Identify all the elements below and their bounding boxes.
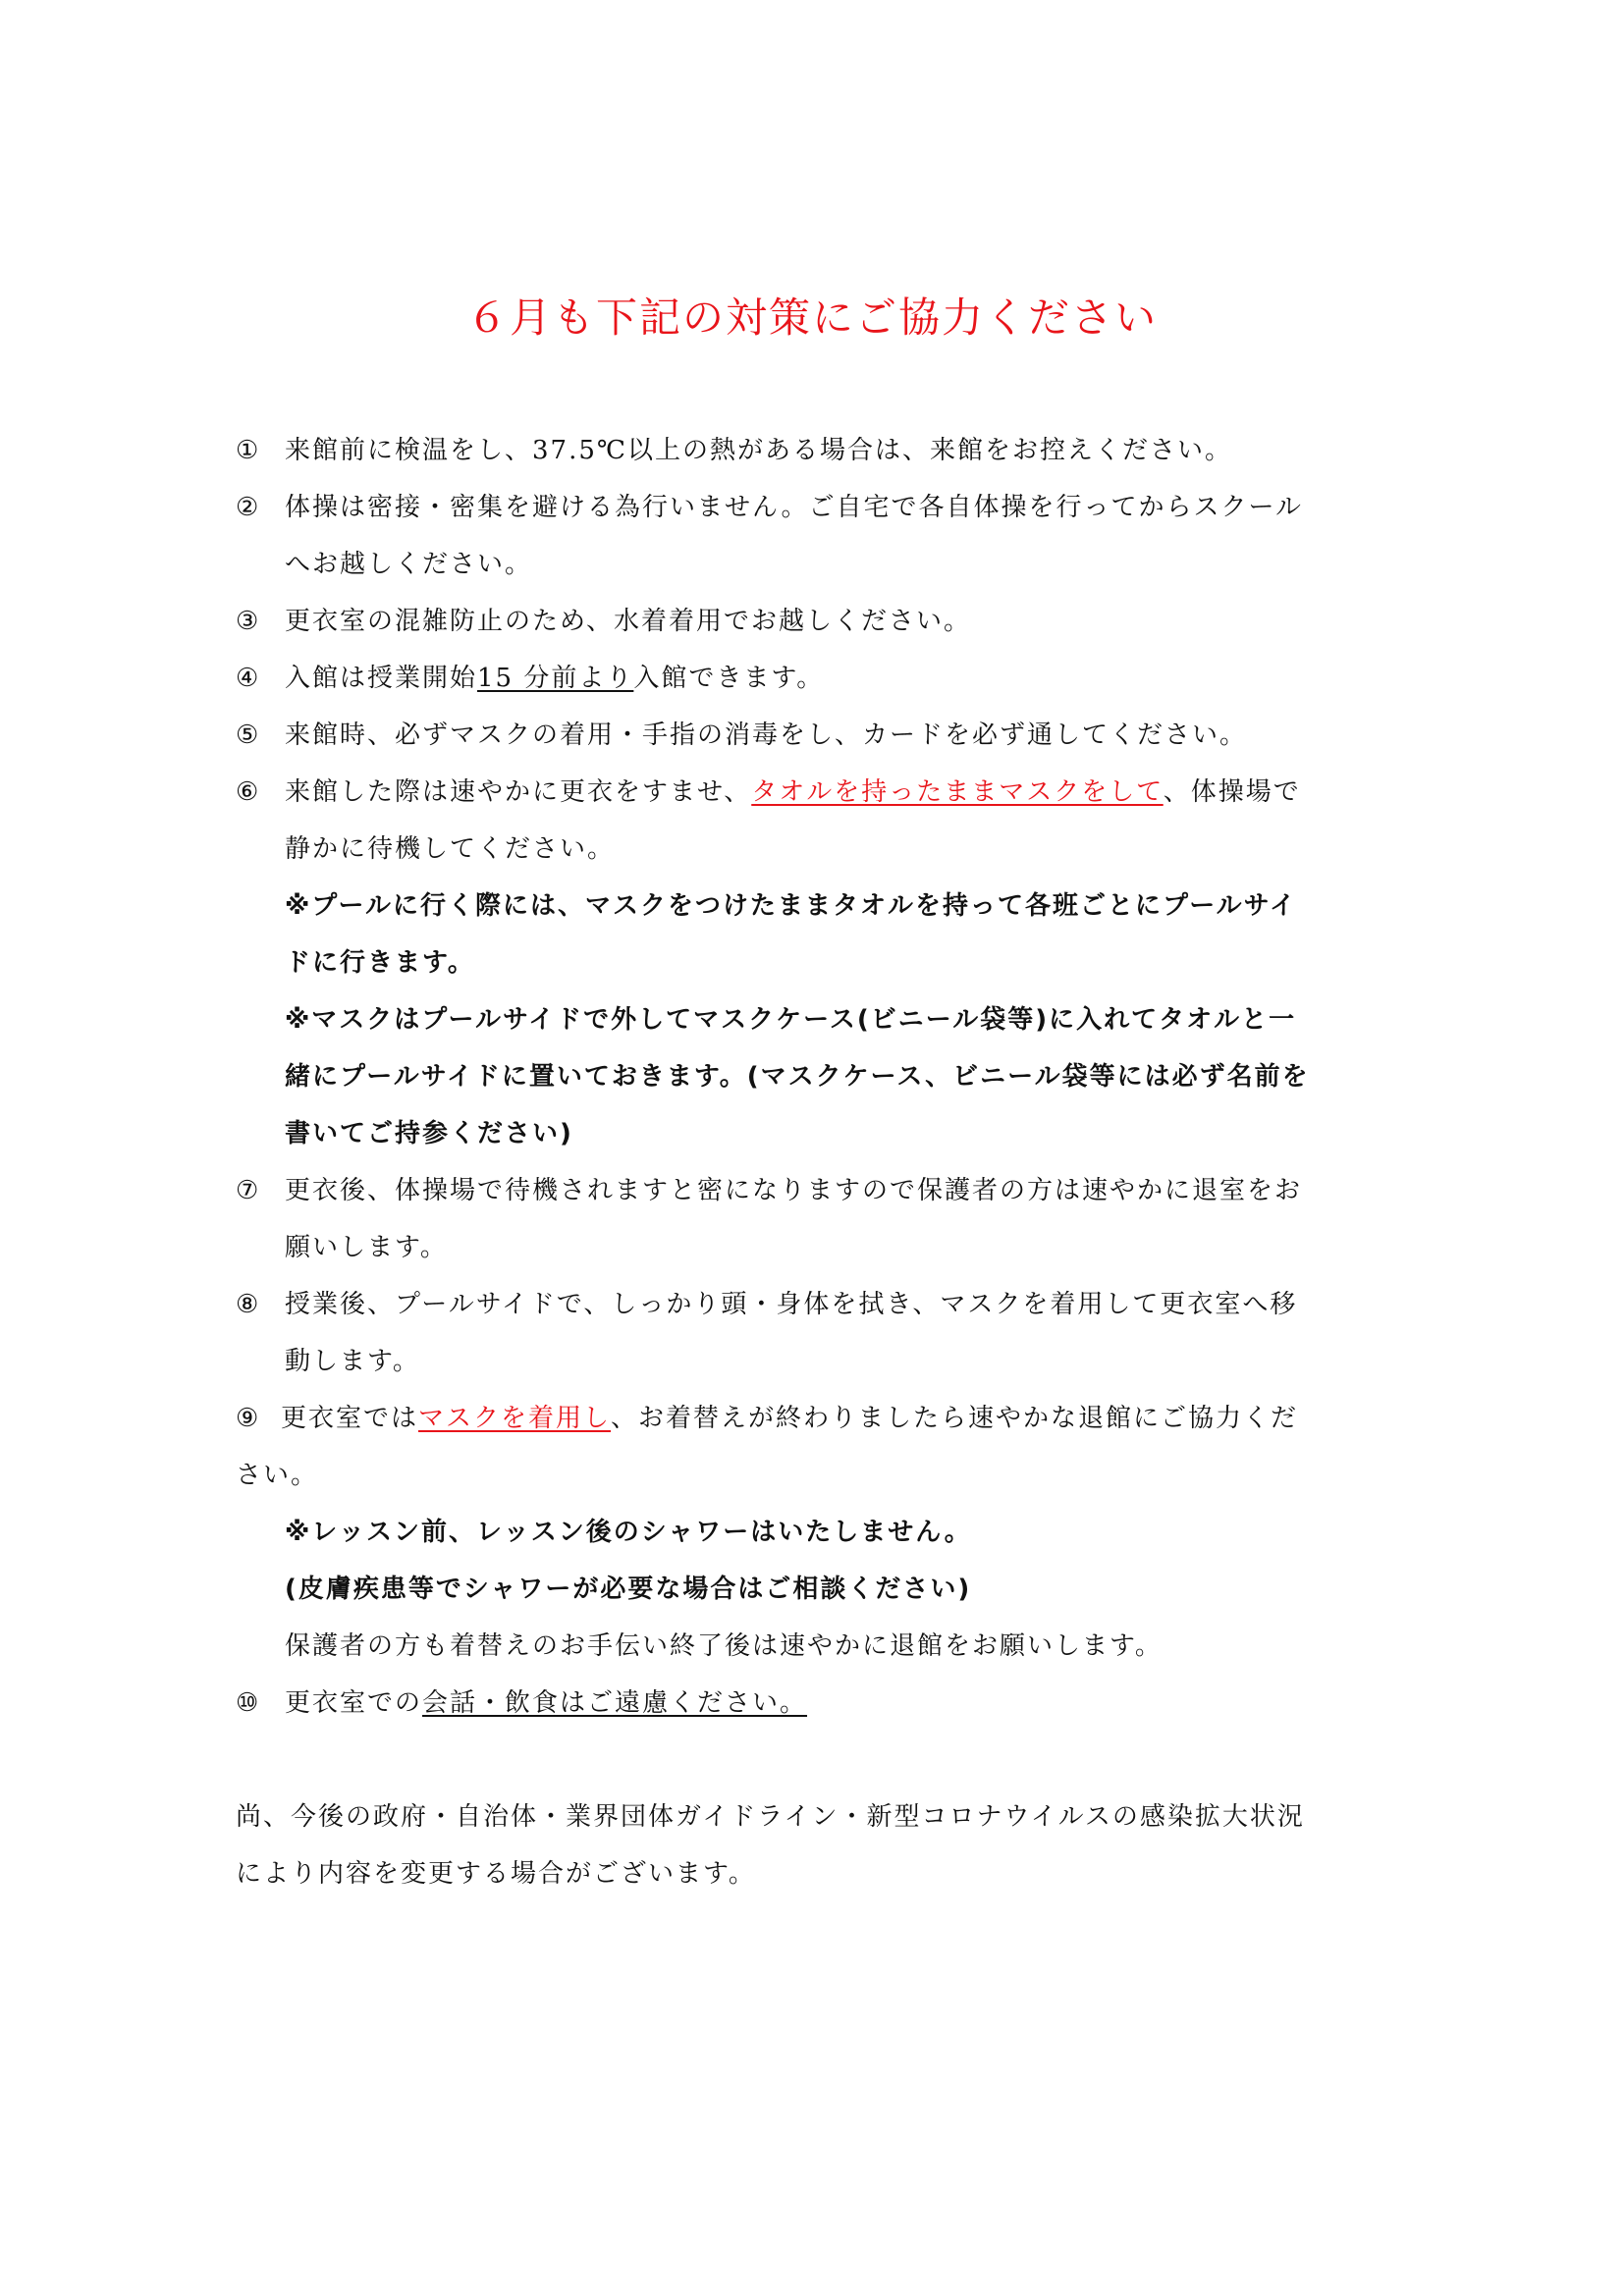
item-number: ③ (236, 607, 261, 636)
list-item-6 (236, 764, 1404, 821)
item-text: 来館前に検温をし、37.5℃以上の熱がある場合は、来館をお控えください。 (285, 436, 1232, 465)
item-text-line2: 動します。 (285, 1347, 420, 1376)
item-text-post: 、お着替えが終わりましたら速やかな退館にご協力くだ (611, 1404, 1299, 1433)
item-number: ⑩ (236, 1688, 261, 1718)
bold-note: ドに行きます。 (285, 948, 475, 978)
red-underlined-text: マスクを着用し (418, 1404, 612, 1433)
item-text-line2: さい。 (236, 1461, 319, 1490)
item-text-line1: 更衣後、体操場で待機されますと密になりますので保護者の方は速やかに退室をお (285, 1176, 1303, 1205)
bold-note: ※プールに行く際には、マスクをつけたままタオルを持って各班ごとにプールサイ (285, 891, 1297, 921)
item-extra-text: 保護者の方も着替えのお手伝い終了後は速やかに退館をお願いします。 (285, 1631, 1163, 1661)
underlined-text: 15 分前より (477, 664, 634, 693)
item-text-pre: 来館した際は速やかに更衣をすませ、 (285, 777, 752, 807)
list-item-10 (236, 1675, 1404, 1732)
footer-note-line1: 尚、今後の政府・自治体・業界団体ガイドライン・新型コロナウイルスの感染拡大状況 (236, 1802, 1305, 1832)
item-number: ⑤ (236, 721, 261, 750)
bold-note: ※マスクはプールサイドで外してマスクケース(ビニール袋等)に入れてタオルと一 (285, 1005, 1297, 1035)
item-number: ⑧ (236, 1290, 261, 1319)
item-text-post: 入館できます。 (633, 664, 825, 693)
spacer (236, 1732, 1404, 1789)
list-item-2 (236, 479, 1404, 536)
item-number: ⑦ (236, 1176, 261, 1205)
bold-note: ※レッスン前、レッスン後のシャワーはいたしません。 (285, 1518, 972, 1547)
bold-note: (皮膚疾患等でシャワーが必要な場合はご相談ください) (285, 1575, 972, 1604)
red-underlined-text: タオルを持ったままマスクをして (751, 777, 1164, 807)
item-text-pre: 更衣室での (285, 1688, 423, 1718)
item-number: ⑥ (236, 777, 261, 807)
underlined-text: 会話・飲食はご遠慮ください。 (422, 1688, 808, 1718)
item-text-line1: 授業後、プールサイドで、しっかり頭・身体を拭き、マスクを着用して更衣室へ移 (285, 1290, 1298, 1319)
list-item-5 (236, 707, 1404, 764)
bold-note: 緒にプールサイドに置いておきます。(マスクケース、ビニール袋等には必ず名前を (285, 1062, 1310, 1092)
footer-note-line2: により内容を変更する場合がございます。 (236, 1859, 756, 1889)
item-text-line2: へお越しください。 (285, 550, 533, 579)
item-number: ④ (236, 664, 261, 693)
bold-note: 書いてご持参ください) (285, 1119, 573, 1148)
item-text-line2: 静かに待機してください。 (285, 834, 616, 864)
list-item-7 (236, 1162, 1404, 1219)
item-text: 来館時、必ずマスクの着用・手指の消毒をし、カードを必ず通してください。 (285, 721, 1248, 750)
item-text-pre: 更衣室では (281, 1404, 419, 1433)
list-item-9 (236, 1390, 1404, 1447)
item-number: ⑨ (236, 1404, 261, 1433)
item-text-line2: 願いします。 (285, 1233, 448, 1262)
measures-list (236, 422, 1404, 1902)
list-item-1 (236, 422, 1404, 479)
item-number: ② (236, 493, 261, 522)
item-text: 更衣室の混雑防止のため、水着着用でお越しください。 (285, 607, 971, 636)
item-text-line1: 体操は密接・密集を避ける為行いません。ご自宅で各自体操を行ってからスクール (285, 493, 1304, 522)
item-number: ① (236, 436, 261, 465)
list-item-4 (236, 650, 1404, 707)
item-text-post: 、体操場で (1163, 777, 1301, 807)
page-title: ６月も下記の対策にご協力ください (465, 294, 1158, 342)
list-item-8 (236, 1276, 1404, 1333)
item-text-pre: 入館は授業開始 (285, 664, 478, 693)
list-item-3 (236, 593, 1404, 650)
